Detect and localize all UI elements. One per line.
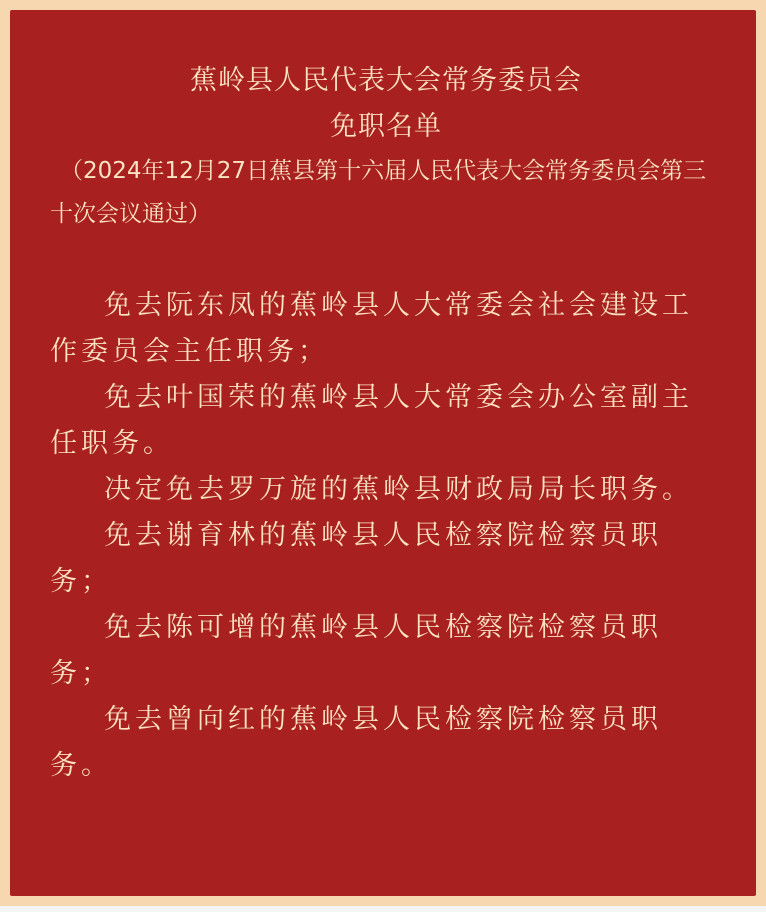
document-content [50, 58, 722, 789]
dismissal-item: 免去阮东凤的蕉岭县人大常委会社会建设工作委员会主任职务； [50, 290, 693, 367]
document-title: 蕉岭县人民代表大会常务委员会 [190, 65, 582, 96]
dismissal-item: 免去陈可增的蕉岭县人民检察院检察员职务； [50, 612, 662, 689]
dismissal-item: 免去叶国荣的蕉岭县人大常委会办公室副主任职务。 [50, 382, 693, 459]
document-subtitle: 免职名单 [330, 111, 442, 142]
dismissal-item: 决定免去罗万旋的蕉岭县财政局局长职务。 [104, 474, 693, 505]
bottom-strip [0, 906, 766, 912]
dismissal-list [50, 283, 722, 789]
dismissal-item: 免去谢育林的蕉岭县人民检察院检察员职务； [50, 520, 662, 597]
dismissal-item: 免去曾向红的蕉岭县人民检察院检察员职务。 [50, 704, 662, 781]
approval-note: （2024年12月27日蕉县第十六届人民代表大会常务委员会第三十次会议通过） [50, 158, 707, 227]
